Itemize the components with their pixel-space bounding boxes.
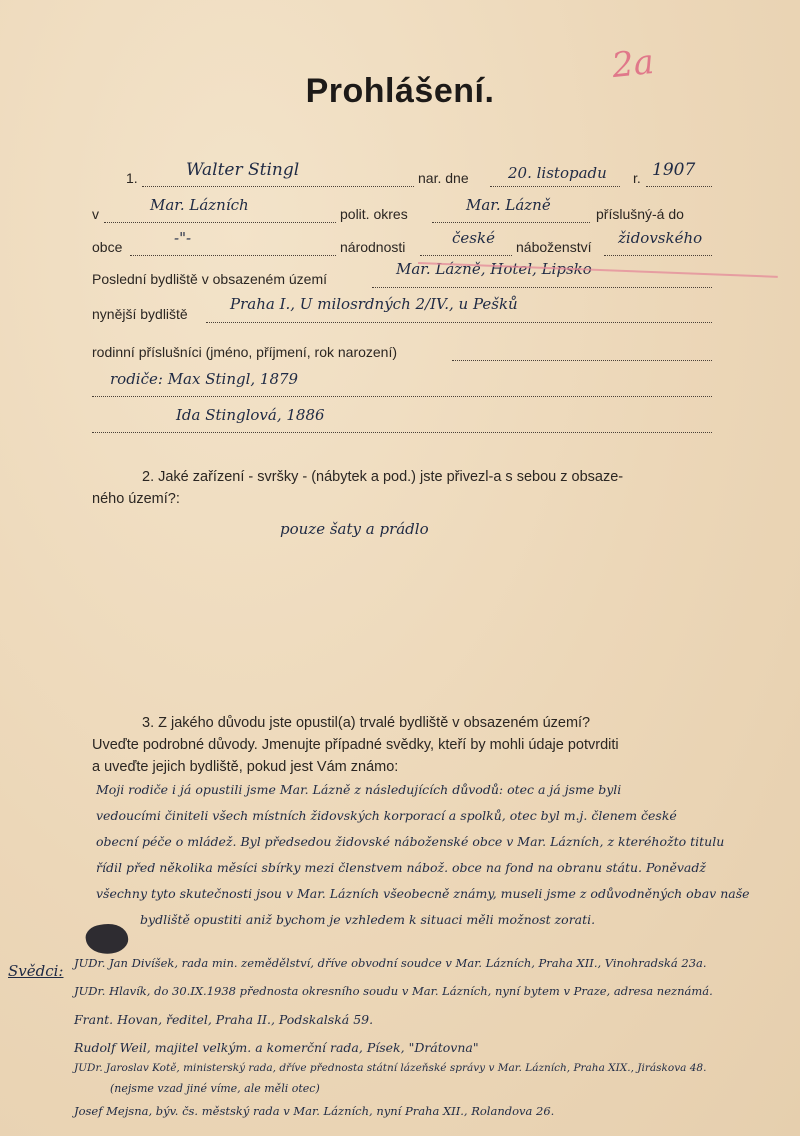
ink-blot	[84, 921, 130, 957]
current-residence-value: Praha I., U milosrdných 2/IV., u Pešků	[230, 295, 518, 313]
section3-answer-line: vedoucími činiteli všech místních židovských korporací a spolků, otec byl m.j. členem české	[96, 808, 677, 823]
municipality-value: -"-	[174, 229, 192, 247]
name-line	[142, 186, 414, 187]
name-value: Walter Stingl	[186, 160, 300, 180]
family-line	[452, 360, 712, 361]
religion-value: židovského	[618, 229, 703, 247]
archive-number: 2a	[610, 41, 656, 87]
born-year-value: 1907	[652, 160, 696, 180]
witnesses-label: Svědci:	[8, 962, 64, 980]
section3-answer-line: bydliště opustiti aniž bychom je vzhledem k situaci měli možnost zorati.	[140, 912, 596, 927]
nationality-label: národnosti	[340, 239, 406, 255]
year-label: r.	[633, 170, 641, 186]
section3-answer-line: Moji rodiče i já opustili jsme Mar. Lázně z následujících důvodů: otec a já jsme byli	[96, 782, 622, 797]
current-residence-label: nynější bydliště	[92, 306, 188, 322]
family-value-1: rodiče: Max Stingl, 1879	[110, 370, 299, 388]
district-value: Mar. Lázně	[466, 196, 551, 214]
section3-answer-line: všechny tyto skutečnosti jsou v Mar. Lázních všeobecně známy, museli jsme z odůvodněných obav naše	[96, 886, 750, 901]
witness-note: (nejsme vzad jiné víme, ale měli otec)	[110, 1082, 320, 1095]
section2-question-2: ného území?:	[92, 491, 180, 507]
family-line-3	[92, 432, 712, 433]
birthplace-line	[104, 222, 336, 223]
page-title: Prohlášení.	[305, 72, 495, 110]
section2-answer: pouze šaty a prádlo	[280, 520, 429, 538]
section2-question-1: 2. Jaké zařízení - svršky - (nábytek a pod.) jste přivezl-a s sebou z obsaze-	[142, 469, 624, 485]
municipality-label: obce	[92, 239, 123, 255]
last-residence-line	[372, 287, 712, 288]
section3-question-3: a uveďte jejich bydliště, pokud jest Vám známo:	[92, 759, 399, 775]
nationality-line	[420, 255, 512, 256]
witness-entry: JUDr. Hlavík, do 30.IX.1938 přednosta okresního soudu v Mar. Lázních, nyní bytem v Praze, adresa neznámá.	[74, 984, 713, 998]
section3-answer-line: řídil před několika měsíci sbírky mezi členstvem nábož. obce na fond na obranu státu. Poněvadž	[96, 860, 706, 875]
born-day-value: 20. listopadu	[508, 164, 607, 182]
born-day-line	[490, 186, 620, 187]
section3-question-1: 3. Z jakého důvodu jste opustil(a) trvalé bydliště v obsazeném území?	[142, 715, 591, 731]
witness-entry: Josef Mejsna, býv. čs. městský rada v Mar. Lázních, nyní Praha XII., Rolandova 26.	[74, 1104, 555, 1118]
witness-entry: Frant. Hovan, ředitel, Praha II., Podskalská 59.	[74, 1012, 374, 1027]
religion-line	[604, 255, 712, 256]
municipality-line	[130, 255, 336, 256]
witness-entry: JUDr. Jaroslav Kotě, ministerský rada, dříve přednosta státní lázeňské správy v Mar. Lázních, Praha XIX., Jiráskova 48.	[74, 1062, 707, 1074]
section3-question-2: Uveďte podrobné důvody. Jmenujte případné svědky, kteří by mohli údaje potvrditi	[92, 737, 619, 753]
current-residence-line	[206, 322, 712, 323]
born-label: nar. dne	[418, 170, 469, 186]
nationality-value: české	[452, 229, 495, 247]
birthplace-value: Mar. Lázních	[150, 196, 249, 214]
religion-label: náboženství	[516, 239, 592, 255]
born-year-line	[646, 186, 712, 187]
last-residence-label: Poslední bydliště v obsazeném území	[92, 271, 328, 287]
section3-answer-line: obecní péče o mládež. Byl předsedou židovské náboženské obce v Mar. Lázních, z kteréhožto titulu	[96, 834, 725, 849]
last-residence-value: Mar. Lázně, Hotel, Lipsko	[396, 260, 592, 278]
section1-number: 1.	[126, 170, 138, 186]
district-line	[432, 222, 590, 223]
district-label: polit. okres	[340, 206, 408, 222]
in-label: v	[92, 206, 99, 222]
family-line-2	[92, 396, 712, 397]
belonging-label: příslušný-á do	[596, 206, 684, 222]
family-label: rodinní příslušníci (jméno, příjmení, rok narození)	[92, 344, 398, 360]
witness-entry: Rudolf Weil, majitel velkým. a komerční rada, Písek, "Drátovna"	[74, 1040, 479, 1055]
witness-entry: JUDr. Jan Divíšek, rada min. zemědělství, dříve obvodní soudce v Mar. Lázních, Praha XII., Vinohradská 23a.	[74, 956, 707, 970]
family-value-2: Ida Stinglová, 1886	[176, 406, 325, 424]
